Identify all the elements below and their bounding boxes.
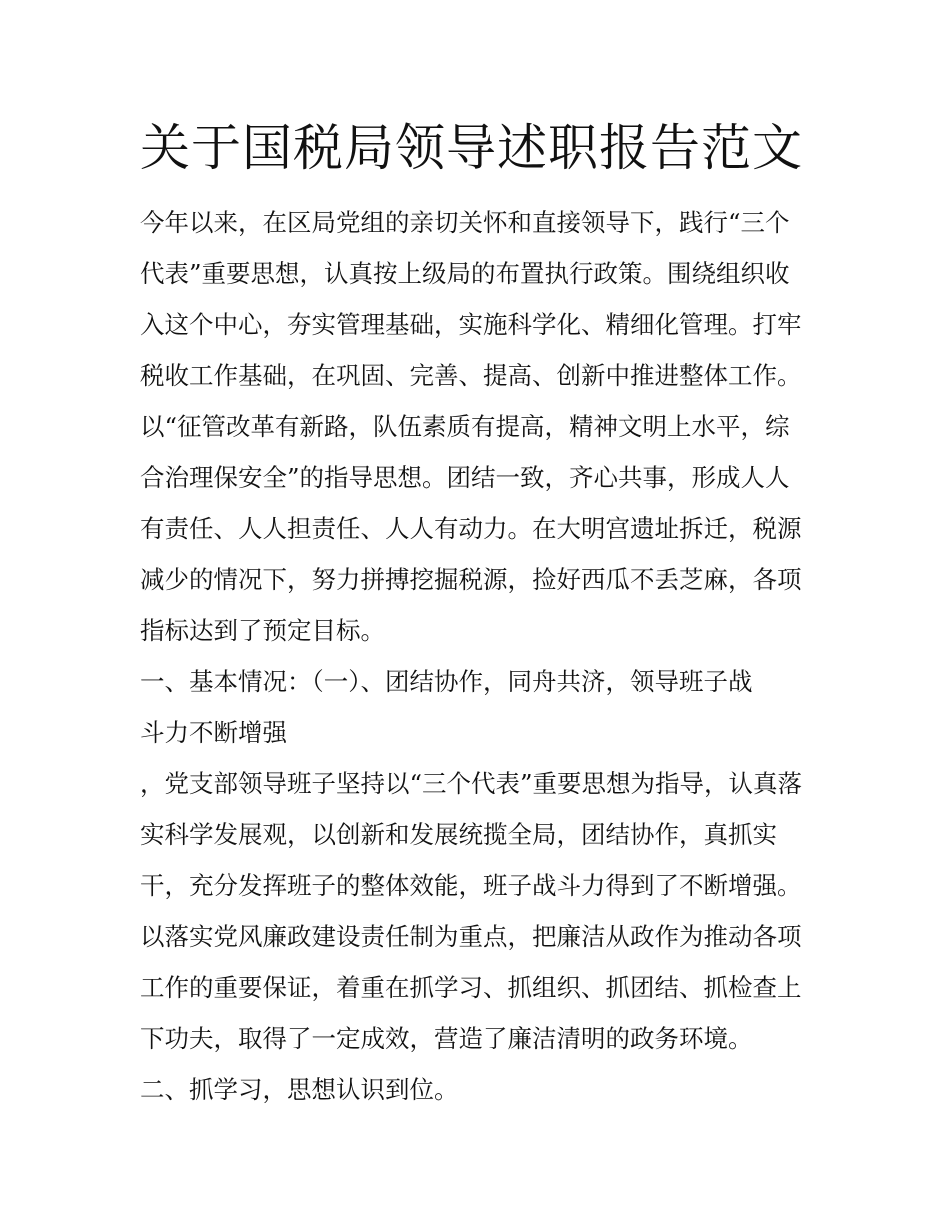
paragraph-line: 合治理保安全”的指导思想。团结一致，齐心共事，形成人人: [140, 463, 790, 492]
paragraph-line: 入这个中心，夯实管理基础，实施科学化、精细化管理。打牢: [140, 310, 802, 339]
section-heading-line: 一、基本情况：（一）、团结协作，同舟共济，领导班子战: [140, 667, 753, 696]
paragraph-line: 代表”重要思想，认真按上级局的布置执行政策。围绕组织收: [140, 259, 790, 288]
paragraph-line: 以“征管改革有新路，队伍素质有提高，精神文明上水平，综: [140, 412, 790, 441]
paragraph-line: 以落实党风廉政建设责任制为重点，把廉洁从政作为推动各项: [140, 922, 802, 951]
paragraph-line: 减少的情况下，努力拼搏挖掘税源，捡好西瓜不丢芝麻，各项: [140, 565, 802, 594]
paragraph-line: 税收工作基础，在巩固、完善、提高、创新中推进整体工作。: [140, 361, 802, 390]
paragraph-line: 工作的重要保证，着重在抓学习、抓组织、抓团结、抓检查上: [140, 973, 802, 1002]
paragraph-line: 今年以来，在区局党组的亲切关怀和直接领导下，践行“三个: [140, 208, 790, 237]
paragraph-line: 有责任、人人担责任、人人有动力。在大明宫遗址拆迁，税源: [140, 514, 802, 543]
paragraph-line: 实科学发展观，以创新和发展统揽全局，团结协作，真抓实: [140, 820, 777, 849]
document-body: [140, 197, 812, 1115]
paragraph-line: 下功夫，取得了一定成效，营造了廉洁清明的政务环境。: [140, 1024, 753, 1053]
document-title: 关于国税局领导述职报告范文: [140, 119, 803, 177]
paragraph-line: 指标达到了预定目标。: [140, 616, 385, 645]
section-heading-line: 二、抓学习，思想认识到位。: [140, 1075, 459, 1104]
section-heading-line: 斗力不断增强: [140, 718, 287, 747]
paragraph-line: ，党支部领导班子坚持以“三个代表”重要思想为指导，认真落: [140, 769, 803, 798]
paragraph-line: 干，充分发挥班子的整体效能，班子战斗力得到了不断增强。: [140, 871, 802, 900]
